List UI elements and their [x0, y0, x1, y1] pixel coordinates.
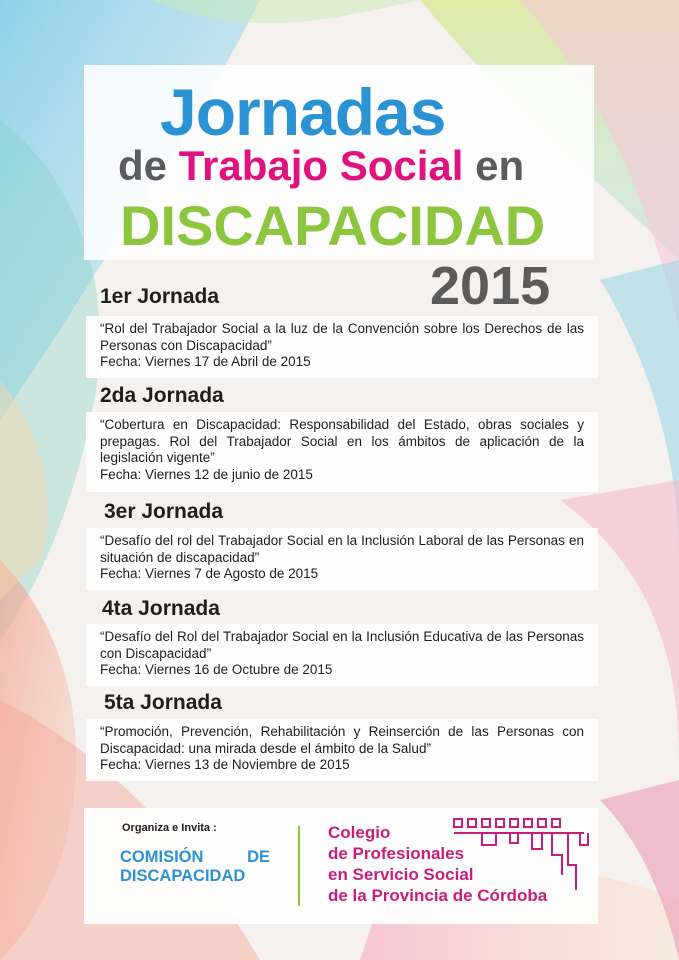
- jornada-5-heading: 5ta Jornada: [104, 691, 222, 714]
- jornada-2-box: [86, 412, 598, 492]
- colegio-line-4: de la Provincia de Córdoba: [328, 886, 548, 905]
- jornada-4-description: “Desafío del Rol del Trabajador Social en la Inclusión Educativa de las Personas con Discapacidad”: [100, 629, 584, 661]
- colegio-logo-icon: [452, 815, 592, 895]
- title-jornadas: Jornadas: [160, 75, 446, 149]
- title-subtitle: [118, 142, 524, 190]
- colegio-line-1: Colegio: [328, 823, 391, 842]
- jornada-1-heading: 1er Jornada: [100, 285, 220, 308]
- title-suffix: en: [463, 142, 525, 189]
- jornada-1-date: Fecha: Viernes 17 de Abril de 2015: [100, 354, 311, 369]
- jornada-4-box: [86, 624, 598, 686]
- jornada-5-box: [86, 719, 598, 781]
- colegio-line-2: de Profesionales: [328, 844, 465, 863]
- jornada-2-heading: 2da Jornada: [100, 384, 224, 407]
- title-trabajo-social: Trabajo Social: [178, 142, 464, 189]
- jornada-3-description: “Desafío del rol del Trabajador Social en la Inclusión Laboral de las Personas en situación de discapacidad”: [100, 533, 584, 565]
- jornada-4-heading: 4ta Jornada: [102, 597, 220, 620]
- colegio-line-3: en Servicio Social: [328, 865, 474, 884]
- title-discapacidad: DISCAPACIDAD: [120, 194, 546, 257]
- title-year: 2015: [430, 256, 551, 316]
- jornada-2-description: “Cobertura en Discapacidad: Responsabilidad del Estado, obras sociales y prepagas. Rol del Trabajador Social en los ámbitos de aplicación de la legislación vigente”: [100, 417, 584, 465]
- jornada-5-description: “Promoción, Prevención, Rehabilitación y Reinserción de las Personas con Discapacidad: una mirada desde el ámbito de la Salud”: [100, 724, 584, 756]
- organiza-label: Organiza e Invita :: [122, 822, 217, 834]
- jornada-1-description: “Rol del Trabajador Social a la luz de la Convención sobre los Derechos de las Personas con Discapacidad”: [100, 321, 584, 353]
- title-prefix: de: [118, 142, 179, 189]
- jornada-3-box: [86, 528, 598, 590]
- jornada-4-date: Fecha: Viernes 16 de Octubre de 2015: [100, 662, 333, 677]
- jornada-3-date: Fecha: Viernes 7 de Agosto de 2015: [100, 566, 319, 581]
- jornada-2-date: Fecha: Viernes 12 de junio de 2015: [100, 466, 313, 482]
- footer-divider: [298, 826, 300, 906]
- jornada-3-heading: 3er Jornada: [104, 500, 224, 523]
- comision-discapacidad: COMISIÓN DE DISCAPACIDAD: [120, 848, 270, 885]
- jornada-5-date: Fecha: Viernes 13 de Noviembre de 2015: [100, 757, 350, 772]
- jornada-1-box: [86, 316, 598, 378]
